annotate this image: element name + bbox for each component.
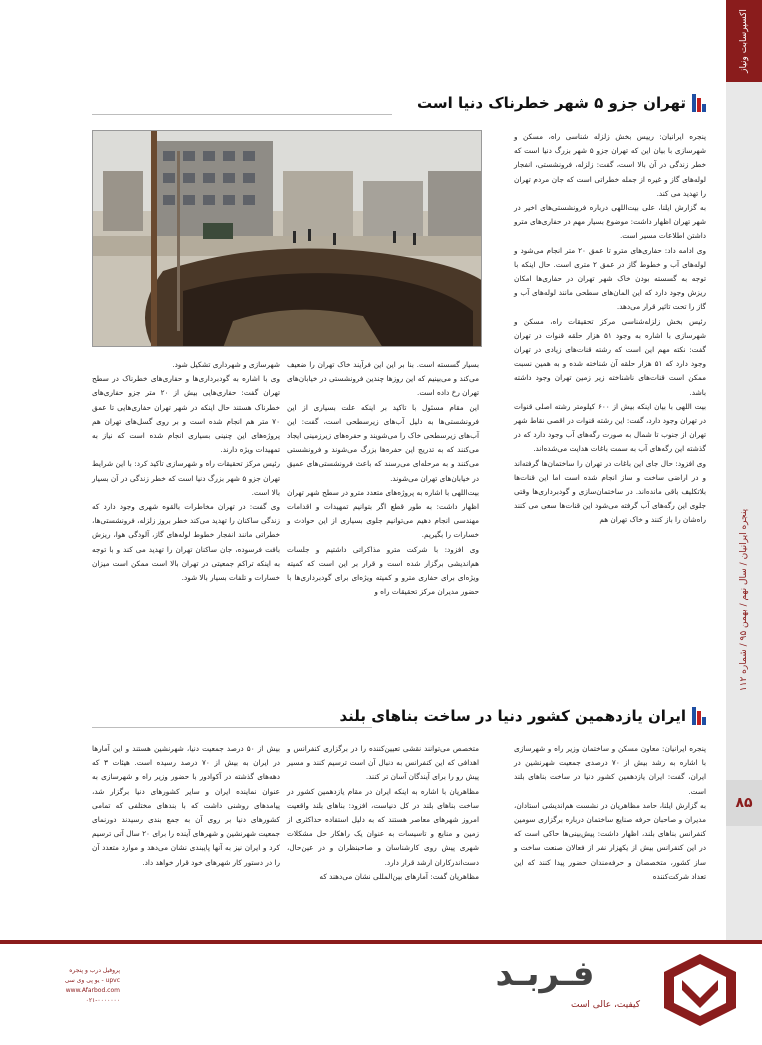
ad-contact-block	[40, 966, 120, 1006]
bar-chart-icon	[692, 707, 706, 725]
article1-column-right	[514, 130, 706, 528]
footer-ad	[0, 944, 762, 1045]
paragraph: شهرسازی و شهرداری تشکیل شود.	[172, 360, 280, 369]
brand-logo-icon	[660, 950, 740, 1030]
rail-issue-label: پنجره ایرانیان / سال نهم / بهمن ۹۵ / شماره ۱۱۲	[739, 508, 749, 692]
rail-section-label: اکسپرسابت ونیاز	[739, 9, 749, 73]
sinkhole-photo	[92, 130, 482, 347]
rail-issue	[732, 500, 756, 700]
paragraph: متخصص می‌توانند نقشی تعیین‌کننده را در برگزاری کنفرانس و اهدافی که این کنفرانس به دنبال آن است ترسیم کنند و مسیر پیش رو را برای آیندگان آسان تر کنند.	[287, 744, 479, 782]
article2-column-right	[514, 742, 706, 884]
article1-title: تهران جزو ۵ شهر خطرناک دنیا است	[417, 94, 686, 112]
paragraph: رئیس مرکز تحقیقات راه و شهرسازی تاکید کرد: با این شرایط تهران جزو ۵ شهر بزرگ دنیا است که خطر زندگی در آن بسیار بالا است.	[92, 459, 280, 497]
paragraph: مظاهریان با اشاره به اینکه ایران در مقام یازدهمین کشور در ساخت بناهای بلند در کل دنیاست، افزود: بناهای بلند واقعیت امروز شهرهای معاصر هستند که به دلیل استفاده حداکثری از زمین و منابع و تاسیسات به عنوان یک راهکار حل مشکلات شهری پیش روی کارشناسان و صاحبنظران و در عین‌حال، دست‌اندرکاران ارشد قرار دارد.	[287, 786, 479, 867]
paragraph: وی گفت: در تهران مخاطرات بالقوه شهری وجود دارد که زندگی ساکنان را تهدید می‌کند خطر بروز زلزله، فرونشستی‌ها، خطراتی مانند انفجار خطوط لوله‌های گاز، آلودگی هوا، ریزش بافت فرسوده، جان ساکنان تهران را تهدید می کند و با توجه به اینکه تراکم جمعیتی در تهران بالا است ممکن است میزان خسارات و تلفات بسیار بالا شود.	[92, 502, 280, 583]
article1-column-middle	[287, 358, 479, 599]
paragraph: مظاهریان گفت: آمارهای بین‌المللی نشان می‌دهند که	[319, 871, 479, 881]
paragraph: این مقام مسئول با تاکید بر اینکه علت بسیاری از این فرونشستی‌ها به دلیل آب‌های زیرسطحی است، گفت: این آب‌های زیرسطحی خاک را می‌شویند و حفره‌های زیرزمینی ایجاد می‌کنند که به تدریج این حفره‌ها بزرگ می‌شوند و فرونشستی می‌کنند و به مرحله‌ای می‌رسند که باعث فرونشستی‌های عمیق در خیابان‌های تهران می‌شوند.	[287, 402, 479, 483]
paragraph: پنجره ایرانیان: رییس بخش زلزله شناسی راه، مسکن و شهرسازی با بیان این که تهران جزو ۵ شهر بزرگ دنیا است که خطر زندگی در آن بالا است، گفت: زلزله، فرونشستی، انفجار لوله‌های گاز و غیره از جمله خطراتی است که جان مردم تهران را تهدید می کند.	[514, 132, 706, 198]
bar-chart-icon	[692, 94, 706, 112]
article2-rule	[92, 727, 372, 728]
paragraph: وی ادامه داد: حفاری‌های مترو تا عمق ۲۰ متر انجام می‌شود و لوله‌های آب و خطوط گاز در عمق ۲ متری است. حال اینکه با توجه به گسسته بودن خاک شهر تهران در حفاری‌ها امکان ریزش وجود دارد که این المان‌های سطحی مانند لوله‌های آب و گاز را تحت تاثیر قرار می‌دهد.	[514, 245, 706, 312]
article1-headline	[417, 92, 706, 114]
paragraph: بسیار گسسته است. بنا بر این این فرآیند خاک تهران را ضعیف می‌کند و می‌بینیم که این روزها چندین فرونشستی در خیابان‌های تهران رخ داده است.	[287, 360, 479, 398]
paragraph: وی با اشاره به گودبرداری‌ها و حفاری‌های خطرناک در سطح تهران گفت: حفاری‌هایی بیش از ۲۰ متر جزو حفاری‌های خطرناک هستند حال اینکه در شهر تهران حفاری‌هایی تا عمق ۷۰ متر هم انجام شده است و بر روی گسل‌های تهران هم پروژه‌های این چنینی بسیاری انجام شده است که نیاز به تمهیدات ویژه دارند.	[92, 374, 280, 455]
paragraph: به گزارش ایلنا، علی بیت‌اللهی درباره فرونشستی‌های اخیر در شهر تهران اظهار داشت: موضوع بسیار مهم در حفاری‌های مترو داشتن اطلاعات مسیر است.	[514, 203, 706, 241]
paragraph: وی افزود: حال جای این باغات در تهران را ساختمان‌ها گرفته‌اند و در اراضی ساخت و ساز انجام شده است اما این قنات‌ها بلاتکلیف باقی مانده‌اند. در ساختمان‌سازی و گودبرداری‌ها وقتی جلوی این رگه‌های آب گرفته می‌شود این قنات‌ها سعی می کنند راه‌شان را باز کنند و خاک تهران هم	[514, 458, 706, 525]
ad-line: upvc - یو پی وی سی	[64, 977, 120, 984]
ad-line: پروفیل درب و پنجره	[69, 967, 120, 974]
paragraph: بیت اللهی با بیان اینکه بیش از ۶۰۰ کیلومتر رشته اصلی قنوات در تهران وجود دارد، گفت: این رشته قنوات در اقصی نقاط شهر تهران از جنوب تا شمال به صورت رگه‌های آب وجود دارد که در گذشته این رگه‌های آب به سمت باغات هدایت می‌شده‌اند.	[514, 401, 706, 454]
paragraph: پنجره ایرانیان: معاون مسکن و ساختمان وزیر راه و شهرسازی با اشاره به رشد بیش از ۷۰ درصدی جمعیت شهرنشین در ایران، گفت: ایران یازدهمین کشور دنیا در ساخت بناهای بلند است.	[514, 744, 706, 796]
paragraph: بیش از ۵۰ درصد جمعیت دنیا، شهرنشین هستند و این آمارها در ایران به بیش از ۷۰ درصد رسیده است. هیئات ۳ که دهه‌های گذشته در آکوادور با حضور وزیر راه و شهرسازی به عنوان نماینده ایران و سایر کشورهای دنیا برگزار شد، پیامدهای روشنی داشت که با بندهای مختلفی که تمامی کشورهای دنیا بر روی آن به جمع بندی رسیدند دورنمای جمعیت شهرنشین و شهرهای آینده را برای ۲۰ سال آتی ترسیم کرد و ایران نیز به آنها پایبندی نشان می‌دهد و موارد متعدد آن را در دستور کار شهرهای خود قرار خواهد داد.	[92, 744, 280, 867]
paragraph: بیت‌اللهی با اشاره به پروژه‌های متعدد مترو در سطح شهر تهران اظهار داشت: به طور قطع اگر بتوانیم تمهیدات و اقدامات مهندسی انجام دهیم می‌توانیم جلوی بسیاری از این حوادث و خسارات را بگیریم.	[287, 487, 479, 540]
ad-line: www.Afarbod.com	[65, 987, 120, 994]
article1-column-left	[92, 358, 280, 585]
brand-slogan: کیفیت، عالی است	[571, 1000, 640, 1010]
article2-column-left	[92, 742, 280, 870]
article2-headline	[339, 705, 706, 727]
article2-title: ایران یازدهمین کشور دنیا در ساخت بناهای بلند	[339, 707, 686, 725]
page-number: ۸۵	[726, 780, 762, 826]
article2-column-middle	[287, 742, 479, 884]
article1-rule	[92, 114, 392, 115]
paragraph: رئیس بخش زلزله‌شناسی مرکز تحقیقات راه، مسکن و شهرسازی با اشاره به وجود ۵۱ هزار حلقه قنوات در تهران گفت: نکته مهم این است که رشته قنات‌های زیادی در تهران وجود دارد که ۵۱ هزار حلقه آن شناخته شده و به همین نسبت ممکن است قنات‌های ناشناخته زیر زمین تهران وجود داشته باشد.	[514, 316, 706, 397]
rail-section-tab	[726, 0, 762, 82]
paragraph: به گزارش ایلنا، حامد مظاهریان در نشست هم‌اندیشی استادان، مدیران و صاحبان حرفه صنایع ساختمان درباره برگزاری سومین کنفرانس بناهای بلند، اظهار داشت: پیش‌بینی‌ها حاکی است که در این کنفرانس بیش از یکهزار نفر از فعالان صنعت ساخت و ساز کشور، متخصصان و حرفه‌مندان حضور پیدا کنند که این تعداد شرکت‌کننده	[514, 800, 706, 881]
ad-line: ۰۲۱-۰۰۰۰۰۰۰	[85, 997, 120, 1004]
paragraph: وی افزود: با شرکت مترو مذاکراتی داشتیم و جلسات هم‌اندیشی برگزار شده است و قرار بر این است که کمیته ویژه‌ای برای حفاری مترو و کمیته ویژه‌ای برای گودبرداری‌ها با حضور مدیران مرکز تحقیقات راه و	[287, 544, 479, 597]
brand-name: فـربـد	[495, 954, 595, 994]
